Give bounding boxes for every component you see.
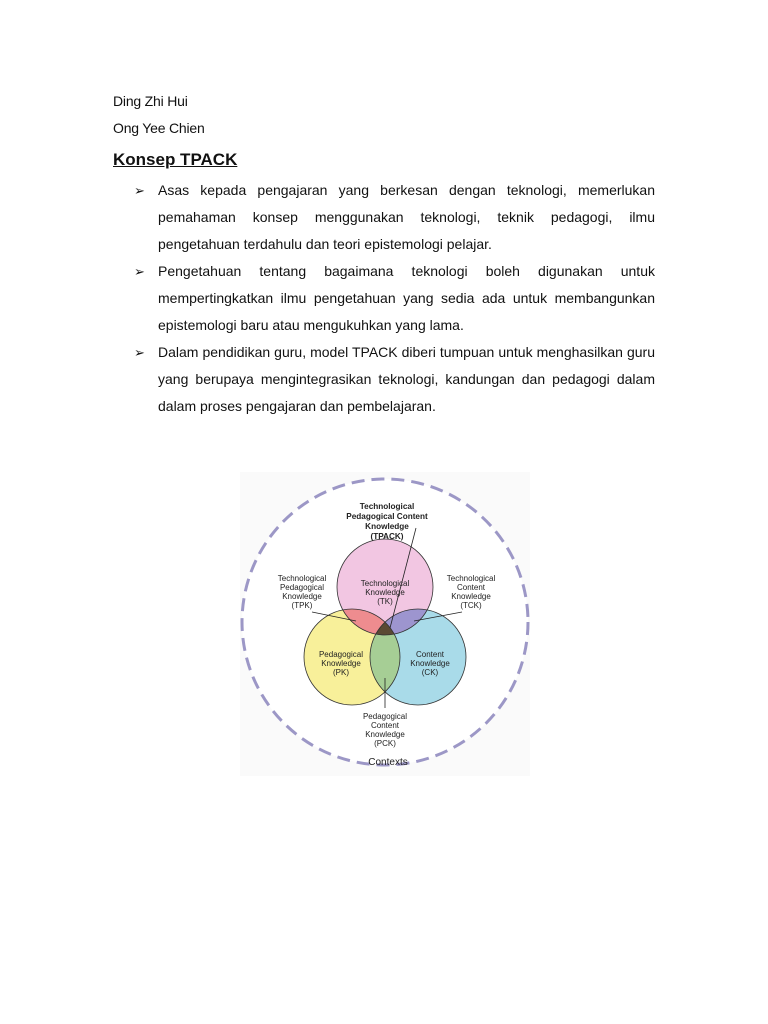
contexts-label: Contexts <box>368 757 408 768</box>
bullet-text: membangunkan epistemologi baru atau mengukuhkan yang lama. <box>158 290 656 333</box>
arrow-bullet-icon: ➢ <box>134 264 145 279</box>
pck-label-3: Knowledge <box>365 730 405 739</box>
tpack-label-2: Pedagogical Content <box>346 512 428 521</box>
tpk-label-2: Pedagogical <box>279 583 325 592</box>
bullet-text: pengetahuan terdahulu dan teori epistemologi pelajar. <box>158 236 492 252</box>
author-name-2: Ong Yee Chien <box>113 120 205 136</box>
tck-label-2: Content <box>456 583 486 592</box>
tpack-label-1: Technological <box>359 502 415 511</box>
bullet-list <box>134 177 655 420</box>
pk-label-1: Pedagogical <box>318 650 364 659</box>
ck-label-3: (CK) <box>421 668 439 677</box>
arrow-bullet-icon: ➢ <box>134 345 145 360</box>
bullet-item <box>134 177 655 258</box>
tpack-label-3: Knowledge <box>365 522 409 531</box>
bullet-text: pemahaman konsep menggunakan teknologi, teknik pedagogi, ilmu <box>158 209 655 225</box>
pck-label-1: Pedagogical <box>362 712 408 721</box>
tk-label-3: (TK) <box>377 597 393 606</box>
tck-label-4: (TCK) <box>460 601 482 610</box>
bullet-item <box>134 339 655 420</box>
tpk-label-3: Knowledge <box>282 592 322 601</box>
pck-label-4: (PCK) <box>374 739 396 748</box>
bullet-text: Dalam pendidikan guru, model TPACK diberi tumpuan untuk menghasilkan <box>158 344 623 360</box>
bullet-text: dalam dalam proses pengajaran dan pembelajaran. <box>158 371 655 414</box>
tpk-label-1: Technological <box>277 574 327 583</box>
bullet-text: Asas kepada pengajaran yang berkesan dengan teknologi, memerlukan <box>158 182 655 198</box>
tk-label-1: Technological <box>360 579 410 588</box>
section-title: Konsep TPACK <box>113 150 238 169</box>
pk-label-3: (PK) <box>333 668 349 677</box>
ck-label-2: Knowledge <box>410 659 450 668</box>
tck-label-3: Knowledge <box>451 592 491 601</box>
author-name-1: Ding Zhi Hui <box>113 93 188 109</box>
bullet-text: Pengetahuan tentang bagaimana teknologi boleh digunakan untuk <box>158 263 655 279</box>
bullet-item <box>134 258 655 339</box>
arrow-bullet-icon: ➢ <box>134 183 145 198</box>
tpack-label-4: (TPACK) <box>370 532 404 541</box>
bullet-text: mempertingkatkan ilmu pengetahuan yang sedia ada untuk <box>158 290 548 306</box>
bullet-text: guru yang berupaya mengintegrasikan teknologi, kandungan dan pedagogi <box>158 344 656 387</box>
tpack-diagram <box>240 472 530 776</box>
tk-label-2: Knowledge <box>365 588 405 597</box>
ck-label-1: Content <box>415 650 445 659</box>
tck-label-1: Technological <box>446 574 496 583</box>
pck-label-2: Content <box>370 721 400 730</box>
pk-label-2: Knowledge <box>321 659 361 668</box>
tpk-label-4: (TPK) <box>291 601 313 610</box>
